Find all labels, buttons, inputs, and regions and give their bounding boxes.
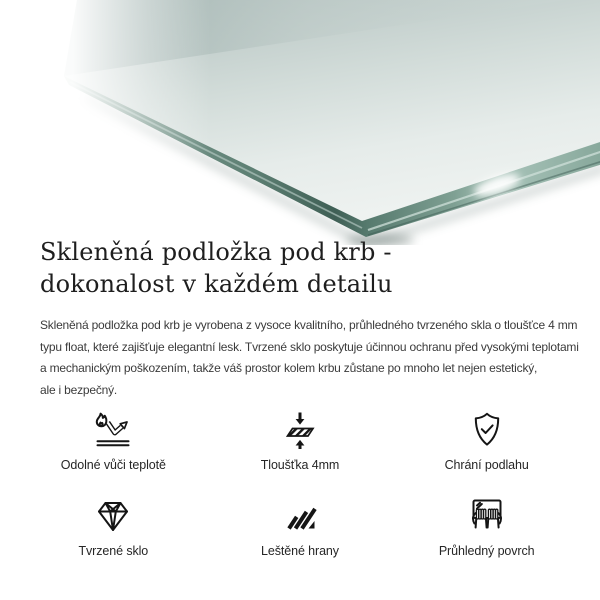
heat-resistant-icon	[91, 410, 135, 450]
page-title-line1: Skleněná podložka pod krb -	[40, 238, 392, 266]
product-photo	[0, 0, 600, 245]
feature-label: Leštěné hrany	[261, 544, 339, 558]
intro-line: typu float, které zajišťuje elegantní lesk. Tvrzené sklo poskytuje účinnou ochranu před vysokými teplotami	[40, 339, 579, 354]
polished-edges-icon	[278, 496, 322, 536]
page-title	[40, 236, 393, 300]
feature-grid	[20, 404, 580, 558]
feature-label: Tloušťka 4mm	[260, 458, 340, 472]
floor-protection-shield-icon	[465, 410, 509, 450]
feature-polished-edges	[207, 490, 394, 558]
feature-label: Tvrzené sklo	[78, 544, 149, 558]
feature-transparent-surface	[393, 490, 580, 558]
feature-tempered-glass	[20, 490, 207, 558]
left-white-fade	[0, 0, 248, 245]
feature-floor-protection	[393, 404, 580, 472]
page-title-line2: dokonalost v každém detailu	[40, 270, 393, 298]
thickness-4mm-icon	[278, 410, 322, 450]
glass-sheet-illustration	[0, 0, 600, 245]
feature-thickness	[207, 404, 394, 472]
intro-line: a mechanickým poškozením, takže váš prostor kolem krbu zůstane po mnoho let nejen estetický,	[40, 361, 538, 376]
feature-label: Odolné vůči teplotě	[60, 458, 166, 472]
feature-heat-resistant	[20, 404, 207, 472]
tempered-glass-diamond-icon	[91, 496, 135, 536]
feature-label: Průhledný povrch	[438, 544, 535, 558]
feature-label: Chrání podlahu	[444, 458, 529, 472]
transparent-surface-hands-icon	[465, 496, 509, 536]
intro-paragraph	[40, 315, 579, 402]
intro-line: Skleněná podložka pod krb je vyrobena z vysoce kvalitního, průhledného tvrzeného skla o tloušťce 4 mm	[40, 318, 578, 332]
intro-line: ale i bezpečný.	[40, 383, 118, 398]
